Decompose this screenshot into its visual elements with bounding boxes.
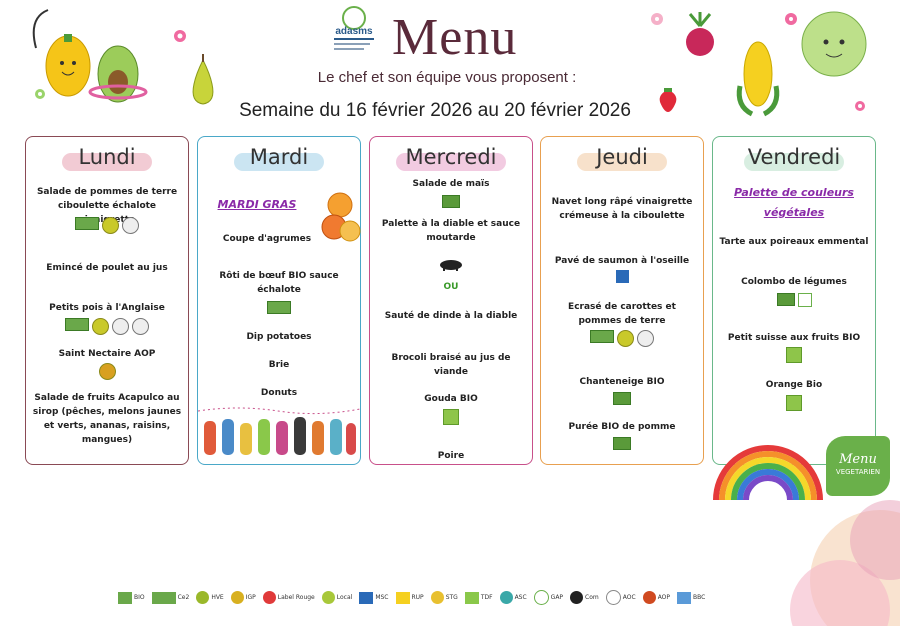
legend-item: MSC [359,592,388,604]
aop-icon [99,363,116,380]
menu-item: Salade de maïs [412,179,490,189]
page-title: Menu [392,9,518,66]
menu-item: Petits pois à l'Anglaise [49,303,165,313]
msc-icon [359,592,373,604]
label-badges [26,363,188,380]
bio-icon [442,195,460,208]
day-column-mercredi [369,136,533,465]
menu-item: Navet long râpé vinaigrette crémeuse à la ciboulette [551,197,693,221]
menu-item-or: OU [443,282,459,292]
local-icon [798,293,812,307]
bio-icon [267,301,291,314]
ce2-icon [112,318,129,335]
menu-item: Dip potatoes [246,332,312,342]
legend-item: ASC [500,591,527,604]
legend-item: Ce2 [152,592,190,604]
label-badges [26,217,188,234]
day-name: Mercredi [370,145,532,169]
menu-item: Ecrasé de carottes et pommes de terre [568,302,676,326]
legend-item: GAP [534,590,563,605]
day-column-lundi [25,136,189,465]
menu-item: Brocoli braisé au jus de viande [391,353,511,377]
menu-item: Poire [437,451,465,461]
special-event-label: MARDI GRAS [217,198,297,211]
legend-item: BBC [677,592,705,604]
asc-icon [500,591,513,604]
legend-item: AOC [606,590,636,605]
label-badges [541,392,703,405]
menu-item: Saint Nectaire AOP [58,349,156,359]
gap-icon [534,590,549,605]
menu-item: Salade de pommes de terre ciboulette échalote [36,187,178,211]
pork-icon [438,257,464,271]
bbc-icon [677,592,691,604]
legend-item: STG [431,591,458,604]
adasms-logo [330,4,378,54]
page-subtitle: Le chef et son équipe vous proposent : [317,69,577,86]
igp-icon [231,591,244,604]
ce2-icon [152,592,176,604]
aop-icon [643,591,656,604]
ce2-icon [637,330,654,347]
eu-organic-icon [786,347,802,363]
label-badges [713,347,875,363]
flower-icon [172,28,188,44]
fairtrade-icon [570,591,583,604]
rainbow-illustration [712,436,824,500]
label-legend [118,590,709,605]
bio-icon [613,392,631,405]
menu-item: Brie [268,360,290,370]
flower-icon [34,88,46,100]
day-column-jeudi [540,136,704,465]
bio-icon [75,217,99,230]
msc-icon [616,270,629,283]
label-badges [198,301,360,314]
legend-item: BIO [118,592,145,604]
legend-item: IGP [231,591,256,604]
legend-item: Com [570,591,599,604]
bio-icon [590,330,614,343]
day-name: Lundi [26,145,188,169]
decorative-corner-shapes [760,500,900,626]
vegetarian-menu-badge [826,436,890,496]
day-name: Vendredi [713,145,875,169]
bio-icon [613,437,631,450]
hve-icon [196,591,209,604]
aoc-icon [606,590,621,605]
menu-item: Orange Bio [765,380,823,390]
label-badges [370,409,532,425]
label-badges [370,257,532,271]
label-badges [713,395,875,411]
day-column-vendredi [712,136,876,465]
label-badges [541,437,703,450]
rup-icon [396,592,410,604]
vegetarian-badge-line1: Menu [839,452,877,467]
special-event-label: Palette de couleurs végétales [734,186,854,219]
day-name: Mardi [198,145,360,169]
week-range: Semaine du 16 février 2026 au 20 février 2026 [239,100,631,121]
label-badges [370,195,532,208]
menu-item: Chanteneige BIO [579,377,665,387]
stg-icon [431,591,444,604]
legend-item: RUP [396,592,424,604]
menu-item: Emincé de poulet au jus [46,263,168,273]
menu-item: Colombo de légumes [741,277,847,287]
day-name: Jeudi [541,145,703,169]
tdf-icon [465,592,479,604]
radish-character-illustration [680,12,720,62]
menu-item: Gouda BIO [424,394,478,404]
menu-item: Petit suisse aux fruits BIO [727,333,861,343]
menu-item: Donuts [260,388,298,398]
label-badges [713,293,875,307]
bio-icon [65,318,89,331]
label-badges [26,318,188,335]
hve-icon [92,318,109,335]
local-icon [322,591,335,604]
legend-item: TDF [465,592,493,604]
hve-icon [102,217,119,234]
vegetarian-badge-line2: VEGETARIEN [835,468,881,476]
menu-item: Palette à la diable et sauce moutarde [381,219,521,243]
eu-organic-icon [786,395,802,411]
legend-item: Label Rouge [263,591,315,604]
flower-icon [784,12,798,26]
legend-item: HVE [196,591,223,604]
menu-item: Sauté de dinde à la diable [384,311,518,321]
menu-item: Pavé de saumon à l'oseille [554,256,690,266]
hve-icon [617,330,634,347]
label-badges [541,270,703,283]
carnival-crowd-illustration [198,405,360,465]
menu-item: Rôti de bœuf BIO sauce échalote [219,271,339,295]
menu-item: Coupe d'agrumes [222,234,312,244]
eu-organic-icon [443,409,459,425]
label-badges [541,330,703,347]
legend-item: Local [322,591,353,604]
menu-item: Tarte aux poireaux emmental [719,237,869,247]
menu-item: Salade de fruits Acapulco au sirop (pêches, melons jaunes et verts, ananas, raisins, mangues) [32,393,182,445]
logo-text: adasms [335,26,373,37]
bio-icon [777,293,795,306]
ce2-icon [122,217,139,234]
flower-icon [650,12,664,26]
day-column-mardi [197,136,361,465]
bio-icon [118,592,132,604]
legend-item: AOP [643,591,670,604]
label-rouge-icon [263,591,276,604]
menu-item: Purée BIO de pomme [568,422,676,432]
rup-icon [132,318,149,335]
